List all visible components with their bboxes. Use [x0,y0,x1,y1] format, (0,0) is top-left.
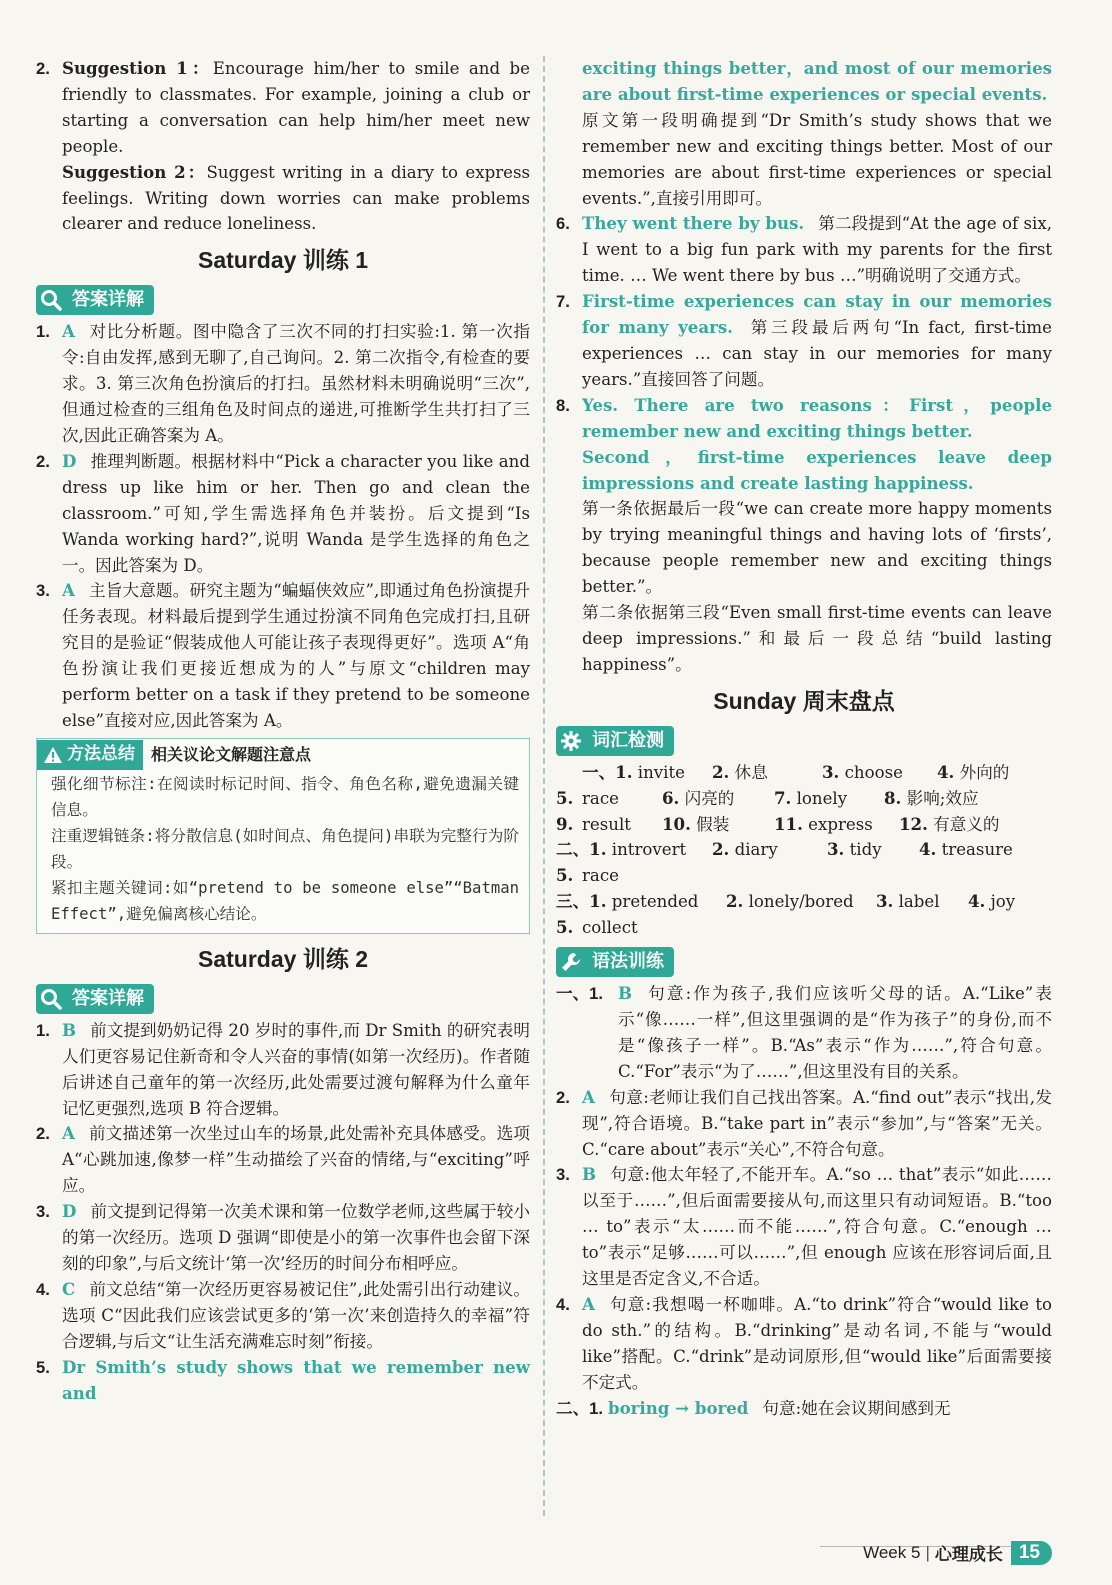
vocab-answer: express [808,814,873,834]
vocab-answer: result [582,814,631,834]
vocab-row [556,863,1052,889]
suggestion-1-label: Suggestion 1： [62,58,213,78]
answer-badge-label: 答案详解 [72,289,144,311]
explanation: 前文提到奶奶记得 20 岁时的事件,而 Dr Smith 的研究表明人们更容易记住新奇和令人兴奋的事情(如第一次经历)。作者随后讲述自己童年的第一次经历,此处需要过渡句解释为什么童年记忆更强烈,选项 B 符合逻辑。 [62,1020,530,1118]
item-number: 1. [36,322,50,342]
answer-letter: D [62,450,77,471]
vocab-num: 3. [827,839,845,860]
explanation: 推理判断题。根据材料中“Pick a character you like and dress up like him or her. Then go and clean the classroom.”可知,学生需选择角色并装扮。后文提到“Is Wanda working hard?”,说明 Wanda 是学生选择的角色之一。因此答案为 D。 [62,451,530,575]
vocab-answer: tidy [849,840,882,860]
answer-badge-2 [36,984,154,1014]
item-number: 2. [36,1124,50,1144]
sat2-item-6 [556,211,1052,289]
explanation: 句意:我想喝一杯咖啡。A.“to drink”符合“would like to do sth.”的结构。B.“drinking”是动名词,不能与“would like”搭配。C.“drink”是动词原形,但“would like”后面需要接不定式。 [582,1294,1052,1392]
vocab-num: 10. [662,813,691,834]
answer-letter: B [618,983,633,1004]
vocab-answer: race [582,788,619,808]
method-line-2: 注重逻辑链条:将分散信息(如时间点、角色提问)串联为完整行为阶段。 [51,826,519,871]
grammar-item-4 [556,1292,1052,1396]
vocab-answer: race [582,866,619,886]
vocab-num: 4. [968,891,986,912]
vocab-num: 2. [712,761,730,782]
method-badge-label: 方法总结 [67,743,135,764]
wrench-icon [556,947,586,977]
sat2-item-8 [556,393,1052,678]
item-number: 1. [36,1020,50,1040]
method-summary-box [36,738,530,934]
explanation: 前文总结“第一次经历更容易被记住”,此处需引出行动建议。选项 C“因此我们应该尝试更多的‘第一次’来创造持久的幸福”符合逻辑,与后文“让生活充满难忘时刻”衔接。 [62,1279,530,1351]
item5-continued-text: 原文第一段明确提到“Dr Smith’s study shows that we remember new and exciting things better. Most of our memories are about first-time experiences or special events.”,直接引用即可。 [582,110,1052,208]
answer-text: They went there by bus. [582,213,805,234]
answer-text: Dr Smith’s study shows that we remember new and [62,1356,530,1403]
answer-letter: A [582,1086,595,1107]
answer-letter: A [62,580,75,601]
grammar-badge-label: 语法训练 [592,951,664,973]
vocab-num: 3. [876,891,894,912]
warning-icon [43,746,63,764]
method-badge [37,740,143,770]
right-column [556,56,1052,1422]
sat1-item-1 [36,319,530,449]
intro-item [36,56,530,237]
vocab-num: 5. [556,917,574,938]
suggestion-2 [62,160,530,238]
sat1-item-3 [36,578,530,733]
footer-separator: | [925,1542,930,1562]
vocab-answer: 有意义的 [933,814,1000,834]
vocab-answer: treasure [941,840,1013,860]
vocab-row [556,837,1052,863]
sat2-item-4 [36,1277,530,1355]
sat2-item-2 [36,1121,530,1199]
item-number: 2. [36,451,50,471]
item-number: 4. [556,1294,570,1314]
vocab-row [556,889,1052,915]
vocab-answer: diary [734,840,778,860]
item5-continued-answer [556,56,1052,108]
item-number: 6. [556,214,570,234]
saturday-2-title: Saturday 训练 2 [198,945,368,972]
vocab-answer: 外向的 [959,762,1010,782]
item-number: 8. [556,395,570,415]
left-column [36,56,530,1406]
grammar-item-last [556,1396,1052,1422]
vocab-answer: introvert [611,840,687,860]
vocab-num: 6. [662,787,680,808]
answer-letter: C [62,1278,76,1299]
vocab-num: 2. [726,891,744,912]
vocab-row [556,786,1052,812]
sunday-title: Sunday 周末盘点 [713,687,895,714]
answer-letter: A [62,1123,75,1144]
vocab-answer: lonely/bored [748,892,854,912]
vocab-list [556,760,1052,941]
vocab-row [556,812,1052,838]
explanation: 前文描述第一次坐过山车的场景,此处需补充具体感受。选项 A“心跳加速,像梦一样”生动描绘了兴奋的情绪,与“exciting”呼应。 [62,1124,530,1196]
vocab-answer: pretended [611,892,699,912]
explanation: 前文提到记得第一次美术课和第一位数学老师,这些属于较小的第一次经历。选项 D 强调“即使是小的第一次事件也会留下深刻的印象”,与后文统计‘第一次’经历的时间分布相呼应。 [62,1202,530,1273]
answer-letter: D [62,1201,77,1222]
vocab-answer: joy [990,892,1016,912]
answer-text-2: Second，first-time experiences leave deep impressions and create lasting happiness. [582,446,1052,493]
vocab-answer: choose [844,762,903,782]
vocab-answer: invite [637,762,685,782]
vocab-num: 三、1. [556,891,607,912]
sat2-item-1 [36,1018,530,1122]
vocab-num: 4. [937,761,955,782]
item-number: 4. [36,1279,50,1299]
item-number: 3. [36,1202,50,1222]
explanation: 对比分析题。图中隐含了三次不同的打扫实验:1. 第一次指令:自由发挥,感到无聊了,自己询问。2. 第二次指令,有检查的要求。3. 第三次角色扮演后的打扫。虽然材料未明确说明“三次”,但通过检查的三组角色及时间点的递进,可推断学生共打扫了三次,因此正确答案为 A。 [62,322,530,445]
vocab-num: 一、1. [582,761,633,782]
item-number: 一、1. [556,984,604,1004]
suggestion-1 [62,56,530,160]
explanation: 第三段最后两句“In fact, first-time experiences … can stay in our memories for many years.”直接回答了问题。 [582,318,1052,389]
vocab-badge-label: 词汇检测 [592,729,664,751]
suggestion-2-text: Suggest writing in a diary to express feelings. Writing down worries can make problems clearer and reduce loneliness. [62,162,530,234]
search-icon [36,285,66,315]
answer-letter: A [582,1293,595,1314]
vocab-num: 5. [556,865,574,886]
vocab-num: 9. [556,813,574,834]
answer-badge-label: 答案详解 [72,987,144,1009]
vocab-answer: collect [582,918,638,938]
vocab-row [556,760,1052,786]
answer-letter: B [582,1164,597,1185]
vocab-badge [556,726,674,756]
item-number: 二、1. [556,1398,604,1418]
answer-text: exciting things better，and most of our memories are about first-time experiences or special events. [582,58,1052,104]
explanation: 句意:老师让我们自己找出答案。A.“find out”表示“找出,发现”,符合语境。B.“take part in”表示“参加”,与“答案”无关。C.“care about”表示“关心”,不符合句意。 [582,1087,1052,1159]
item-number: 3. [36,581,50,601]
answer-badge-1 [36,285,154,315]
suggestion-2-label: Suggestion 2： [62,161,207,182]
item-number: 2. [556,1087,570,1107]
answer-text: boring → bored [608,1397,749,1418]
answer-letter: A [62,321,75,342]
explanation: 第二段提到“At the age of six, I went to a big fun park with my parents for the first time. … We went there by bus …”明确说明了交通方式。 [582,214,1052,286]
saturday-1-title: Saturday 训练 1 [198,247,368,274]
method-line-3: 紧扣主题关键词:如“pretend to be someone else”“Batman Effect”,避免偏离核心结论。 [51,878,519,923]
vocab-answer: 闪亮的 [684,788,735,808]
vocab-num: 二、1. [556,839,607,860]
item-number: 5. [36,1357,50,1377]
explanation-2: 第二条依据第三段“Even small first-time events can leave deep impressions.”和最后一段总结“build lasting happiness”。 [582,603,1052,674]
grammar-item-2 [556,1085,1052,1163]
vocab-num: 12. [899,813,928,834]
explanation: 句意:她在会议期间感到无 [762,1398,951,1418]
sat2-item-5 [36,1355,530,1407]
search-icon [36,984,66,1014]
sat2-item-7 [556,289,1052,393]
vocab-answer: 休息 [734,762,768,782]
page-footer [863,1540,1052,1565]
footer-week: Week 5 [863,1542,921,1562]
explanation: 主旨大意题。研究主题为“蝙蝠侠效应”,即通过角色扮演提升任务表现。材料最后提到学生通过扮演不同角色完成打扫,且研究目的是验证“假装成他人可能让孩子表现得更好”。选项 A“角色扮演让我们更接近想成为的人”与原文“children may perform better on a task if they pretend to be someone else”直接对应,因此答案为 A。 [62,581,530,730]
sat1-item-2 [36,449,530,579]
explanation: 句意:作为孩子,我们应该听父母的话。A.“Like”表示“像……一样”,但这里强调的是“作为孩子”的身份,而不是“像孩子一样”。B.“As”表示“作为……”,符合句意。C.“For”表示“为了……”,但这里没有目的关系。 [618,984,1052,1081]
explanation-1: 第一条依据最后一段“we can create more happy moments by trying meaningful things and having lots of ‘firsts’, because people remember new and exciting things better.”。 [582,499,1052,597]
vocab-answer: 假装 [696,814,730,834]
footer-subject: 心理成长 [934,1545,1003,1565]
vocab-num: 4. [919,839,937,860]
sat2-item-3 [36,1199,530,1277]
grammar-item-3 [556,1162,1052,1292]
vocab-answer: lonely [796,788,848,808]
vocab-row [556,915,1052,941]
grammar-badge [556,947,674,977]
vocab-num: 3. [822,761,840,782]
suggestion-1-text: Encourage him/her to smile and be friendly to classmates. For example, joining a club or starting a conversation can help him/her meet new people. [62,59,530,156]
answer-letter: B [62,1019,77,1040]
vocab-answer: 影响;效应 [906,788,979,808]
item-number: 7. [556,292,570,312]
gear-icon [556,726,586,756]
vocab-answer: label [898,892,940,912]
vocab-num: 7. [774,787,792,808]
column-divider [543,56,545,1516]
grammar-item-1 [556,981,1052,1085]
answer-text: First-time experiences can stay in our memories for many years. [582,291,1052,338]
vocab-num: 11. [774,813,803,834]
page-number: 15 [1011,1541,1052,1565]
method-line-1: 强化细节标注:在阅读时标记时间、指令、角色名称,避免遗漏关键信息。 [51,774,519,819]
vocab-num: 8. [884,787,902,808]
item-number: 2. [36,59,50,78]
explanation: 句意:他太年轻了,不能开车。A.“so … that”表示“如此……以至于……”,但后面需要接从句,而这里只有动词短语。B.“too … to”表示“太……而不能……”,符合句意。C.“enough … to”表示“足够……可以……”,但 enough 应该在形容词后面,且这里是否定含义,不合适。 [582,1165,1052,1289]
method-title: 相关议论文解题注意点 [151,744,312,764]
vocab-num: 2. [712,839,730,860]
answer-text-1: Yes. There are two reasons：First，people remember new and exciting things better. [582,394,1052,441]
item-number: 3. [556,1165,570,1185]
vocab-num: 5. [556,787,574,808]
